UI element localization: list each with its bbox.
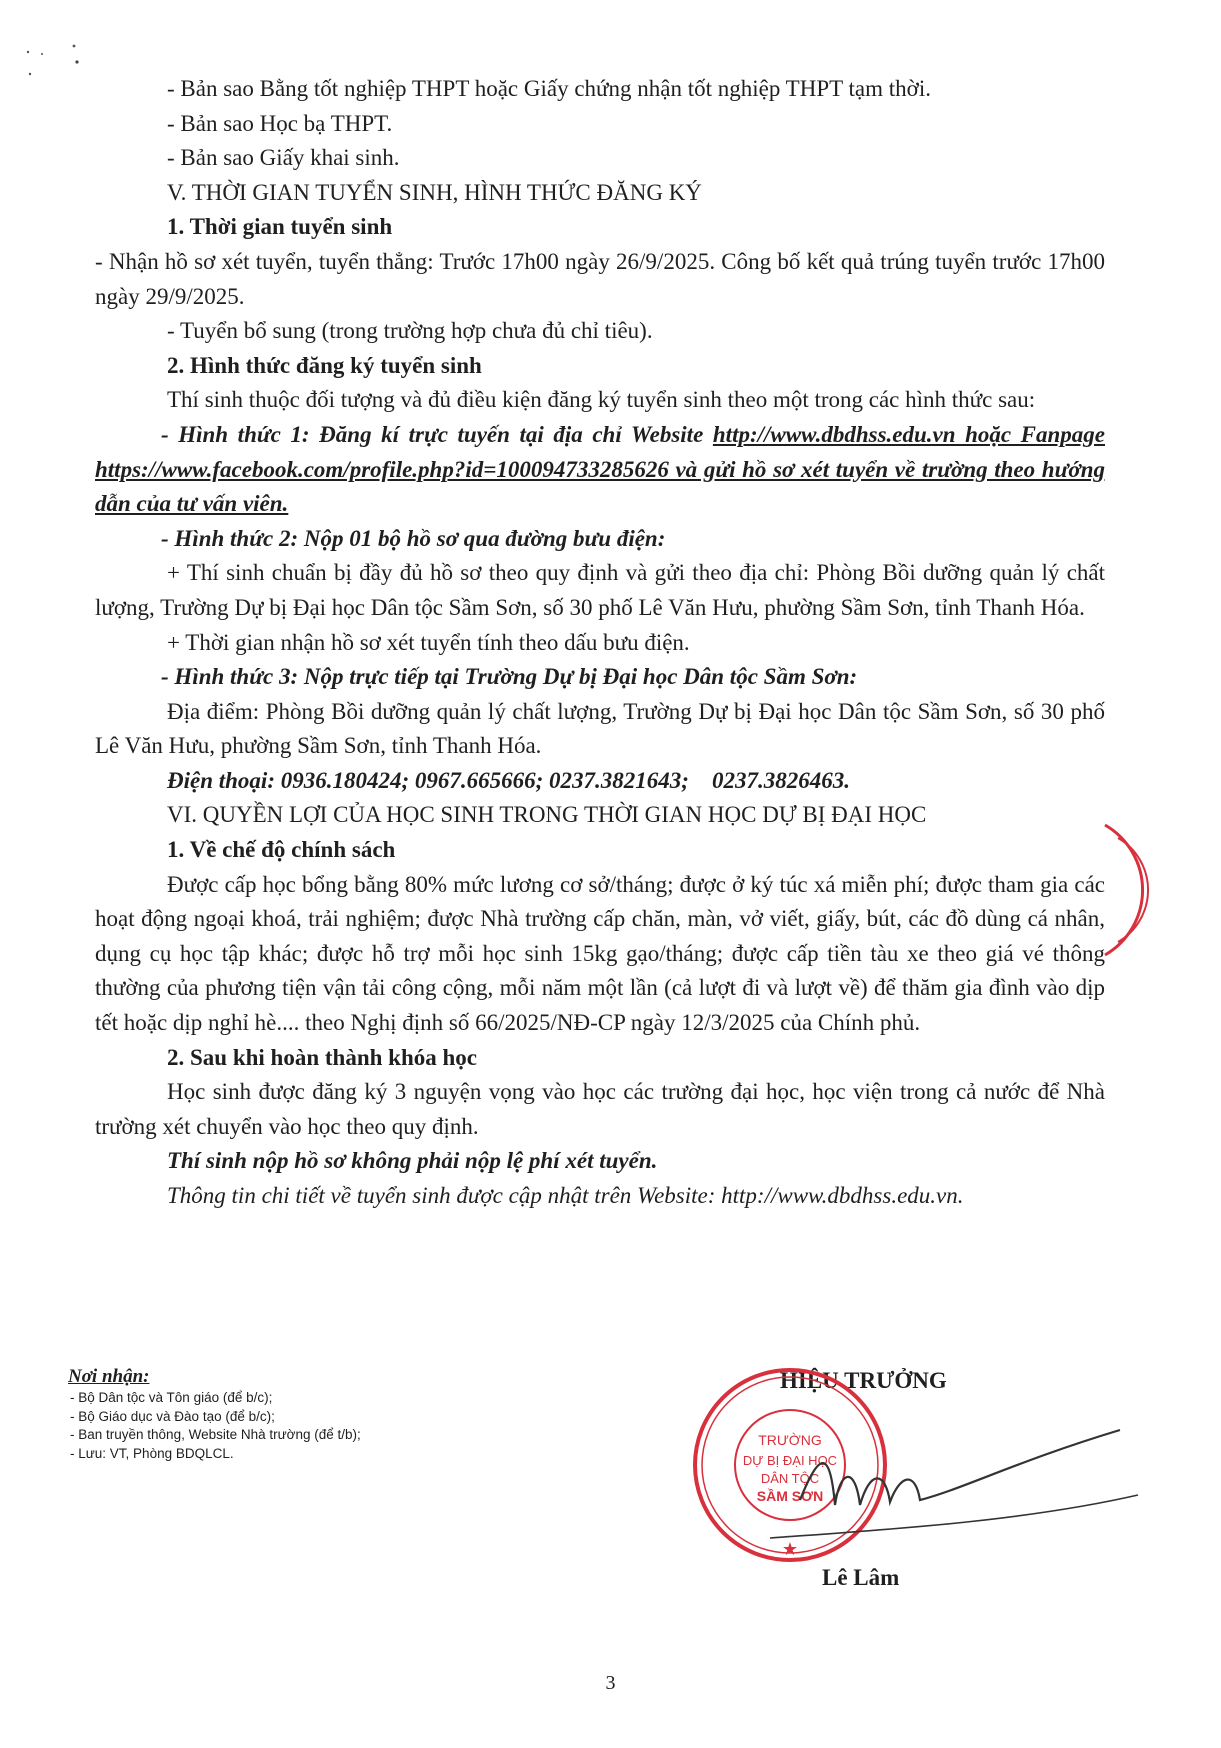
method-2-postmark-note: + Thời gian nhận hồ sơ xét tuyển tính theo dấu bưu điện. xyxy=(167,629,690,655)
subsection-after-course: 2. Sau khi hoàn thành khóa học xyxy=(167,1044,478,1070)
section-v-heading: V. THỜI GIAN TUYỂN SINH, HÌNH THỨC ĐĂNG KÝ xyxy=(167,179,702,205)
subsection-enrollment-time: 1. Thời gian tuyển sinh xyxy=(167,214,393,240)
after-course-paragraph: Học sinh được đăng ký 3 nguyện vọng vào học các trường đại học, học viện trong cả nước để Nhà trường xét chuyển vào học theo quy định. xyxy=(95,1079,1105,1139)
enrollment-deadline-paragraph: - Nhận hồ sơ xét tuyển, tuyển thẳng: Trước 17h00 ngày 26/9/2025. Công bố kết quả trúng tuyển trước 17h00 ngày 29/9/2025. xyxy=(95,248,1105,309)
subsection-policy: 1. Về chế độ chính sách xyxy=(167,837,396,863)
method-1-links[interactable]: http://www.dbdhss.edu.vn hoặc Fanpage https://www.facebook.com/profile.php?id=100094733285626 và gửi hồ sơ xét tuyển về trường theo hướng dẫn của tư vấn viên. xyxy=(95,421,1106,517)
seal-partial-right xyxy=(1100,820,1160,960)
required-doc-diploma: - Bản sao Bằng tốt nghiệp THPT hoặc Giấy chứng nhận tốt nghiệp THPT tạm thời. xyxy=(167,76,931,101)
no-fee-note: Thí sinh nộp hồ sơ không phải nộp lệ phí xét tuyển. xyxy=(167,1148,658,1174)
registration-intro: Thí sinh thuộc đối tượng và đủ điều kiện đăng ký tuyển sinh theo một trong các hình thức sau: xyxy=(167,387,1036,413)
recipient-item: - Lưu: VT, Phòng BDQLCL. xyxy=(70,1445,234,1461)
scan-marks xyxy=(22,40,92,80)
recipients-block xyxy=(68,1365,488,1463)
signatory-name: Lê Lâm xyxy=(822,1565,900,1590)
subsection-registration-form: 2. Hình thức đăng ký tuyển sinh xyxy=(167,352,482,378)
svg-text:SẦM SƠN: SẦM SƠN xyxy=(756,1488,824,1504)
svg-text:DỰ BỊ ĐẠI HỌC: DỰ BỊ ĐẠI HỌC xyxy=(742,1453,838,1468)
recipient-item: - Bộ Dân tộc và Tôn giáo (để b/c); xyxy=(70,1390,273,1405)
svg-text:TRƯỜNG: TRƯỜNG xyxy=(758,1432,822,1448)
method-3-location: Địa điểm: Phòng Bồi dưỡng quản lý chất lượng, Trường Dự bị Đại học Dân tộc Sầm Sơn, số 30 phố Lê Văn Hưu, phường Sầm Sơn, tỉnh Thanh Hóa. xyxy=(95,698,1105,759)
registration-method-1 xyxy=(95,418,1105,522)
required-doc-transcript: - Bản sao Học bạ THPT. xyxy=(167,110,393,136)
registration-method-2: - Hình thức 2: Nộp 01 bộ hồ sơ qua đường bưu điện: xyxy=(161,525,666,551)
contact-phone-numbers: Điện thoại: 0936.180424; 0967.665666; 0237.3821643; 0237.3826463. xyxy=(167,767,850,793)
handwritten-signature xyxy=(760,1410,1140,1560)
signatory-title: HIỆU TRƯỞNG xyxy=(780,1368,947,1393)
supplementary-enrollment: - Tuyển bổ sung (trong trường hợp chưa đủ chỉ tiêu). xyxy=(167,318,653,344)
registration-method-3: - Hình thức 3: Nộp trực tiếp tại Trường Dự bị Đại học Dân tộc Sầm Sơn: xyxy=(161,664,858,690)
page-number: 3 xyxy=(605,1672,616,1694)
required-doc-birth-certificate: - Bản sao Giấy khai sinh. xyxy=(167,145,400,171)
method-2-instructions: + Thí sinh chuẩn bị đầy đủ hồ sơ theo quy định và gửi theo địa chỉ: Phòng Bồi dưỡng quản lý chất lượng, Trường Dự bị Đại học Dân tộc Sầm Sơn, số 30 phố Lê Văn Hưu, phường Sầm Sơn, tỉnh Thanh Hóa. xyxy=(95,560,1105,620)
recipients-title: Nơi nhận: xyxy=(68,1366,150,1387)
recipient-item: - Ban truyền thông, Website Nhà trường (để t/b); xyxy=(70,1427,361,1442)
recipient-item: - Bộ Giáo dục và Đào tạo (để b/c); xyxy=(70,1408,275,1424)
svg-text:★: ★ xyxy=(781,1539,799,1559)
policy-paragraph: Được cấp học bổng bằng 80% mức lương cơ sở/tháng; được ở ký túc xá miễn phí; được tham gia các hoạt động ngoại khoá, trải nghiệm; được Nhà trường cấp chăn, màn, vở viết, giấy, bút, các đồ dùng cá nhân, dụng cụ học tập khác; được hỗ trợ mỗi học sinh 15kg gạo/tháng; được cấp tiền tàu xe theo giá vé thông thường của phương tiện vận tải công cộng, mỗi năm một lần (cả lượt đi và lượt về) để thăm gia đình vào dịp tết hoặc dịp nghỉ hè.... theo Nghị định số 66/2025/NĐ-CP ngày 12/3/2025 của Chính phủ. xyxy=(95,871,1105,1036)
method-1-label: - Hình thức 1: Đăng kí trực tuyến tại địa chỉ Website xyxy=(161,421,704,447)
website-info: Thông tin chi tiết về tuyển sinh được cập nhật trên Website: http://www.dbdhss.edu.vn. xyxy=(167,1183,964,1208)
svg-text:DÂN TỘC: DÂN TỘC xyxy=(760,1471,820,1486)
section-vi-heading: VI. QUYỀN LỢI CỦA HỌC SINH TRONG THỜI GIAN HỌC DỰ BỊ ĐẠI HỌC xyxy=(167,802,927,828)
body-text xyxy=(95,72,1105,1214)
